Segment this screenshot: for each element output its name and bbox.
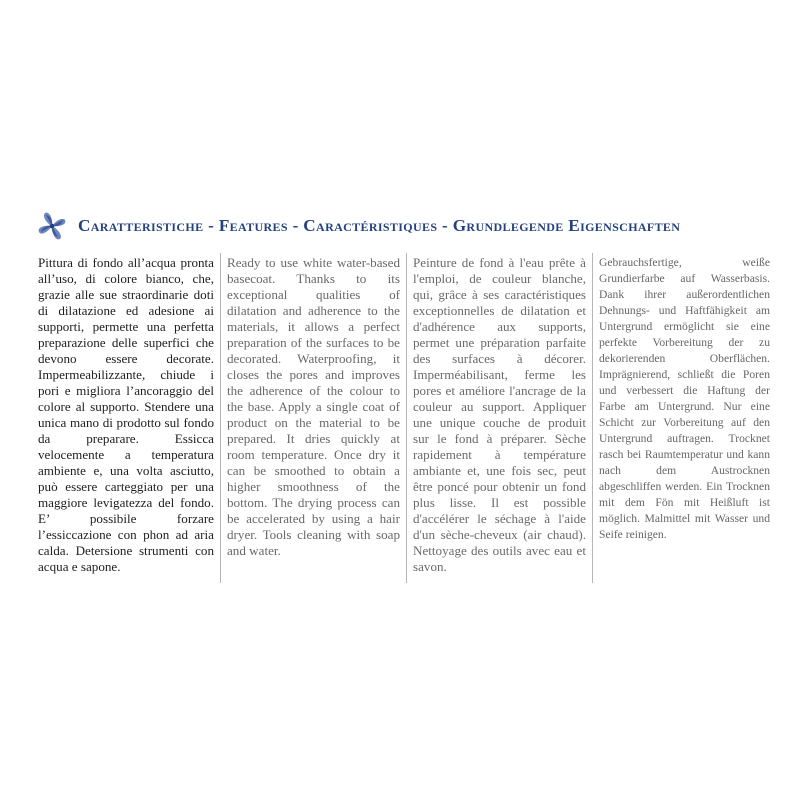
column-french: Peinture de fond à l'eau prête à l'emploi, de couleur blanche, qui, grâce à ses caractéristiques exceptionnelles de dilatation et d'adhérence aux supports, permet une préparation parfaite des surfaces à décorer. Imperméabilisant, ferme les pores et améliore l'ancrage de la couleur au support. Appliquer une unique couche de produit sur le fond à préparer. Sèche rapidement à température ambiante et, une fois sec, peut être poncé pour obtenir un fond plus lisse. Il est possible d'accélérer le séchage à l'aide d'un sèche-cheveux (air chaud). Nettoyage des outils avec eau et savon. bbox=[406, 253, 592, 583]
column-german: Gebrauchsfertige, weiße Grundierfarbe auf Wasserbasis. Dank ihrer außerordentlichen Dehnungs- und Haftfähigkeit am Untergrund ermöglicht sie eine perfekte Vorbereitung der zu dekorierenden Oberflächen. Imprägnierend, schließt die Poren und verbessert die Haftung der Farbe am Untergrund. Nur eine Schicht zur Vorbereitung auf den Untergrund auftragen. Trocknet rasch bei Raumtemperatur und kann nach dem Austrocknen abgeschliffen werden. Ein Trocknen mit dem Fön mit Heißluft ist möglich. Malmittel mit Wasser und Seife reinigen. bbox=[592, 253, 776, 583]
text-columns bbox=[32, 253, 776, 583]
section-heading bbox=[36, 210, 766, 242]
column-english: Ready to use white water-based basecoat. Thanks to its exceptional qualities of dilatation and adherence to the materials, it allows a perfect preparation of the surfaces to be decorated. Waterproofing, it closes the pores and improves the adherence of the colour to the base. Apply a single coat of product on the material to be prepared. It dries quickly at room temperature. Once dry it can be smoothed to obtain a higher smoothness of the bottom. The drying process can be accelerated by using a hair dryer. Tools cleaning with soap and water. bbox=[220, 253, 406, 583]
section-title: Caratteristiche - Features - Caractéristiques - Grundlegende Eigenschaften bbox=[78, 216, 681, 235]
flower-icon bbox=[36, 210, 68, 242]
column-italian: Pittura di fondo all’acqua pronta all’uso, di colore bianco, che, grazie alle sue straordinarie doti di dilatazione ed adesione ai supporti, permette una perfetta preparazione delle superfici che devono essere decorate. Impermeabilizzante, chiude i pori e migliora l’ancoraggio del colore al supporto. Stendere una unica mano di prodotto sul fondo da preparare. Essicca velocemente a temperatura ambiente e, una volta asciutto, può essere carteggiato per una maggiore levigatezza del fondo. E’ possibile forzare l’essiccazione con phon ad aria calda. Detersione strumenti con acqua e sapone. bbox=[38, 255, 214, 574]
